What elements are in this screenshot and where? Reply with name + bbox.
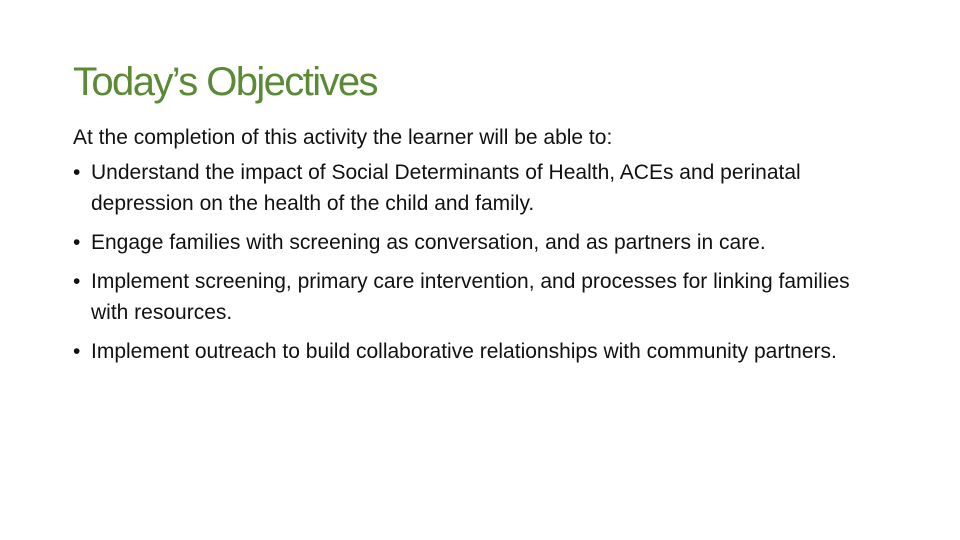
objective-text: Understand the impact of Social Determinants of Health, ACEs and perinatal depression on the health of the child and family.	[91, 161, 801, 215]
bullet-icon: •	[73, 270, 81, 293]
objective-item	[73, 157, 873, 219]
objectives-list	[73, 157, 873, 367]
bullet-icon: •	[73, 161, 81, 184]
objective-item	[73, 336, 873, 367]
bullet-icon: •	[73, 340, 81, 363]
bullet-icon: •	[73, 231, 81, 254]
objective-item	[73, 266, 873, 328]
slide-title: Today’s Objectives	[73, 60, 377, 104]
objective-text: Implement outreach to build collaborative relationships with community partners.	[91, 340, 837, 363]
objective-text: Engage families with screening as conversation, and as partners in care.	[91, 231, 766, 254]
slide-body	[73, 122, 873, 367]
objective-item	[73, 227, 873, 258]
objective-text: Implement screening, primary care intervention, and processes for linking families with resources.	[91, 270, 850, 324]
intro-text: At the completion of this activity the learner will be able to:	[73, 126, 613, 149]
